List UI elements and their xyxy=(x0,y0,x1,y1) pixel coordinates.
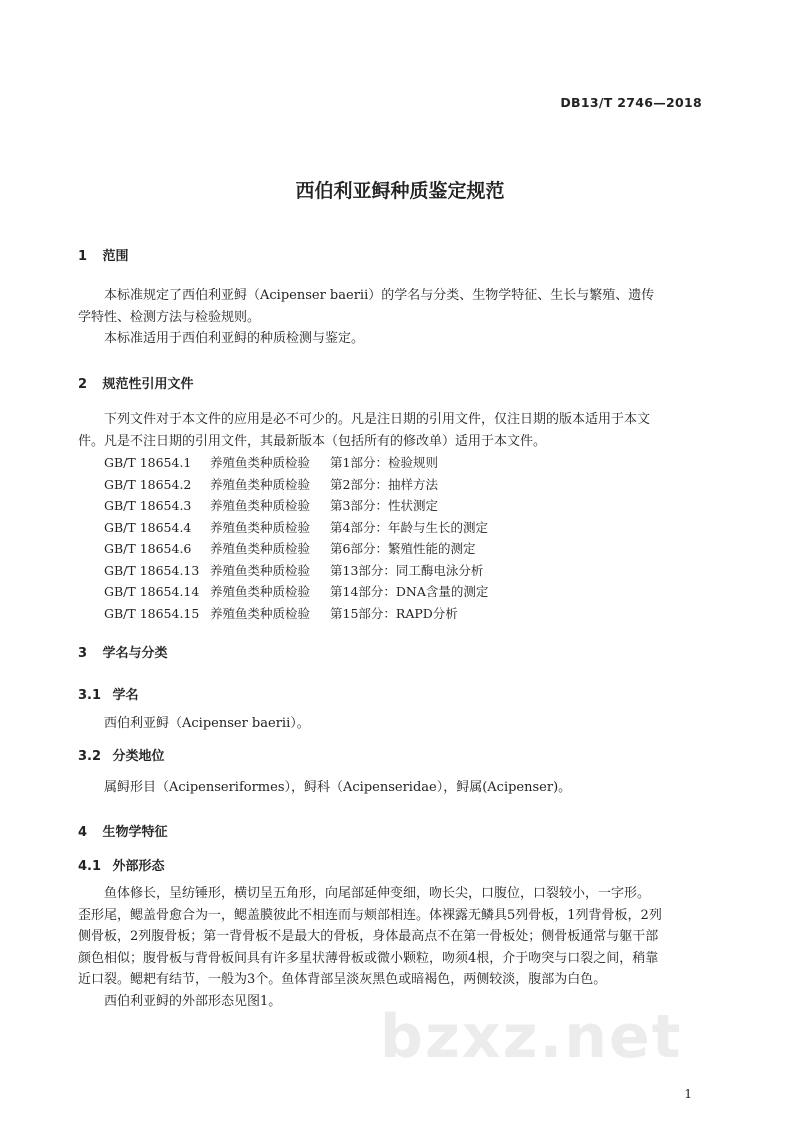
reference-part: 第14部分：DNA含量的测定 xyxy=(330,584,489,599)
reference-code: GB/T 18654.3 xyxy=(104,498,192,513)
page-number: 1 xyxy=(684,1087,692,1101)
reference-item xyxy=(104,560,488,582)
watermark: bzxz.net xyxy=(380,1002,683,1072)
section-number: 4 xyxy=(78,825,88,840)
reference-code: GB/T 18654.15 xyxy=(104,605,200,621)
section-2-heading xyxy=(78,373,194,392)
reference-part: 第6部分：繁殖性能的测定 xyxy=(330,541,476,556)
scientific-name-text: 西伯利亚鲟（Acipenser baerii）。 xyxy=(104,716,310,731)
subsection-3-1-heading xyxy=(78,684,139,703)
section-number: 1 xyxy=(78,249,88,264)
paragraph-line: 颜色相似；腹骨板与背骨板间具有许多星状薄骨板或微小颗粒，吻须4根，介于吻突与口裂之间，稍靠 xyxy=(78,950,659,966)
subsection-4-1-heading xyxy=(78,855,165,874)
paragraph-line: 鱼体修长，呈纺锤形，横切呈五角形，向尾部延伸变细，吻长尖，口腹位，口裂较小，一字形。 xyxy=(104,886,651,901)
subsection-title: 学名 xyxy=(112,688,139,703)
reference-name: 养殖鱼类种质检验 xyxy=(210,541,311,556)
reference-name: 养殖鱼类种质检验 xyxy=(210,584,311,599)
paragraph-line: 歪形尾，鳃盖骨愈合为一，鳃盖膜彼此不相连而与颊部相连。体裸露无鳞具5列骨板，1列背骨板，2列 xyxy=(78,907,662,923)
section-4-heading xyxy=(78,821,168,840)
reference-code: GB/T 18654.2 xyxy=(104,476,192,492)
reference-item xyxy=(104,452,488,474)
reference-part: 第1部分：检验规则 xyxy=(330,455,438,470)
subsection-3-2-heading xyxy=(78,745,165,764)
reference-item xyxy=(104,581,488,603)
reference-code: GB/T 18654.6 xyxy=(104,541,192,556)
reference-part: 第3部分：性状测定 xyxy=(330,498,438,513)
reference-name: 养殖鱼类种质检验 xyxy=(210,605,311,621)
section-3-heading xyxy=(78,642,168,661)
reference-code: GB/T 18654.1 xyxy=(104,455,192,470)
reference-part: 第4部分：年龄与生长的测定 xyxy=(330,519,488,535)
document-title: 西伯利亚鲟种质鉴定规范 xyxy=(295,180,505,202)
paragraph-line: 学特性、检测方法与检验规则。 xyxy=(78,309,261,325)
taxonomy-text: 属鲟形目（Acipenseriformes），鲟科（Acipenseridae），鲟属(Acipenser)。 xyxy=(104,780,572,795)
section-2-body xyxy=(78,409,703,452)
reference-part: 第2部分：抽样方法 xyxy=(330,476,438,492)
section-title: 生物学特征 xyxy=(102,825,168,840)
morphology-paragraph xyxy=(78,883,703,1012)
paragraph-line: 件。凡是不注日期的引用文件，其最新版本（包括所有的修改单）适用于本文件。 xyxy=(78,433,547,449)
standard-code: DB13/T 2746—2018 xyxy=(560,95,702,110)
reference-item xyxy=(104,603,488,625)
paragraph-line: 侧骨板，2列腹骨板；第一背骨板不是最大的骨板，身体最高点不在第一骨板处；侧骨板通常与躯干部 xyxy=(78,929,659,944)
reference-name: 养殖鱼类种质检验 xyxy=(210,476,311,492)
reference-item xyxy=(104,538,488,560)
subsection-number: 3.1 xyxy=(78,688,102,703)
subsection-number: 4.1 xyxy=(78,859,102,874)
section-title: 规范性引用文件 xyxy=(102,377,194,392)
subsection-title: 分类地位 xyxy=(112,749,165,764)
reference-item xyxy=(104,517,488,539)
subsection-title: 外部形态 xyxy=(112,859,165,874)
paragraph-line: 本标准规定了西伯利亚鲟（Acipenser baerii）的学名与分类、生物学特征、生长与繁殖、遗传 xyxy=(104,288,655,303)
section-number: 3 xyxy=(78,646,88,661)
subsection-number: 3.2 xyxy=(78,749,102,764)
reference-code: GB/T 18654.14 xyxy=(104,584,200,599)
reference-code: GB/T 18654.4 xyxy=(104,519,192,535)
section-1-heading xyxy=(78,245,129,264)
reference-name: 养殖鱼类种质检验 xyxy=(210,498,311,513)
reference-list xyxy=(104,452,488,624)
section-number: 2 xyxy=(78,377,88,392)
reference-part: 第13部分：同工酶电泳分析 xyxy=(330,562,484,578)
reference-name: 养殖鱼类种质检验 xyxy=(210,519,311,535)
section-title: 范围 xyxy=(102,249,129,264)
section-1-body xyxy=(78,285,703,350)
reference-code: GB/T 18654.13 xyxy=(104,562,200,578)
reference-name: 养殖鱼类种质检验 xyxy=(210,455,311,470)
section-title: 学名与分类 xyxy=(102,646,168,661)
paragraph-line: 近口裂。鳃耙有结节，一般为3个。鱼体背部呈淡灰黑色或暗褐色，两侧较淡，腹部为白色。 xyxy=(78,972,607,987)
reference-item xyxy=(104,474,488,496)
paragraph-line: 本标准适用于西伯利亚鲟的种质检测与鉴定。 xyxy=(104,331,365,346)
reference-name: 养殖鱼类种质检验 xyxy=(210,562,311,578)
paragraph-line: 下列文件对于本文件的应用是必不可少的。凡是注日期的引用文件，仅注日期的版本适用于本文 xyxy=(104,412,651,427)
paragraph-line: 西伯利亚鲟的外部形态见图1。 xyxy=(104,993,282,1009)
reference-item xyxy=(104,495,488,517)
reference-part: 第15部分：RAPD分析 xyxy=(330,605,458,621)
